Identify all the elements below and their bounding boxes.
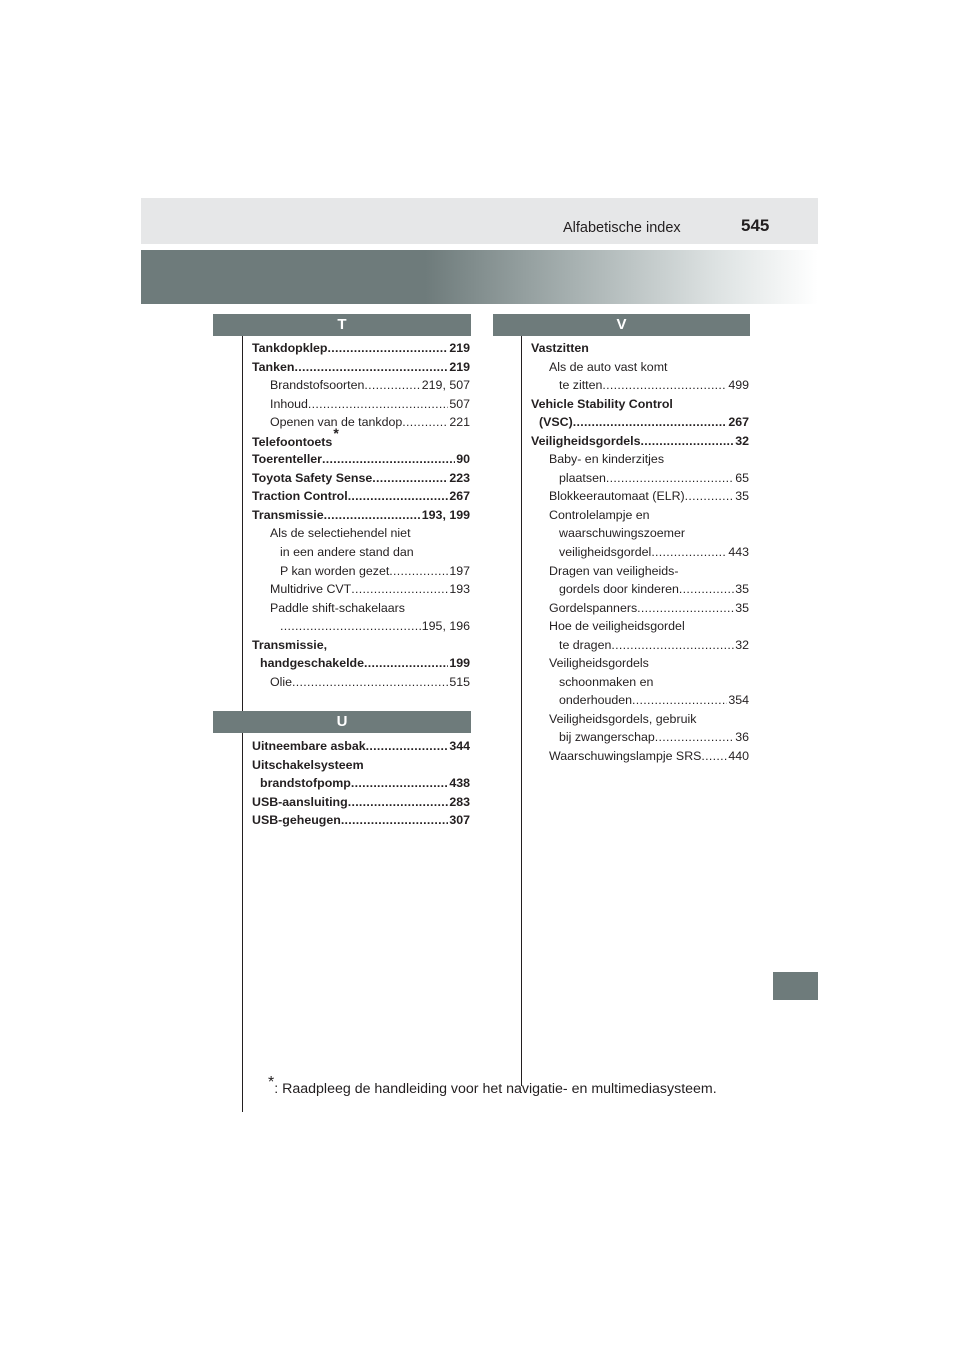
- index-subentry: Gordelspanners ..... 35: [531, 599, 749, 618]
- index-entry: Toerenteller ..... 90: [252, 450, 470, 469]
- footnote-marker: *: [333, 424, 339, 441]
- index-entry: Tanken ..... 219: [252, 358, 470, 377]
- index-subentry-continued: veiligheidsgordel ..... 443: [531, 543, 749, 562]
- index-subentry-continued: gordels door kinderen ..... 35: [531, 580, 749, 599]
- index-entry-continued: handgeschakelde ..... 199: [252, 654, 470, 673]
- index-subentry-continued: in een andere stand dan: [280, 545, 414, 560]
- index-subentry: Als de selectiehendel niet: [270, 526, 411, 541]
- index-subentry-continued: schoonmaken en: [559, 674, 654, 689]
- index-entry-continued: brandstofpomp ..... 438: [252, 774, 470, 793]
- footnote-text: : Raadpleeg de handleiding voor het navigatie- en multimediasysteem.: [274, 1081, 717, 1097]
- index-subentry: Waarschuwingslampje SRS ..... 440: [531, 747, 749, 766]
- index-list-u: [252, 737, 470, 830]
- index-subentry-continued: onderhouden ..... 354: [531, 691, 749, 710]
- index-subentry-continued: ..... 195, 196: [252, 617, 470, 636]
- index-entry: Veiligheidsgordels ..... 32: [531, 432, 749, 451]
- header-bar: [141, 198, 818, 244]
- index-subentry: Hoe de veiligheidsgordel: [549, 619, 685, 634]
- index-subentry: Blokkeerautomaat (ELR) ..... 35: [531, 487, 749, 506]
- index-entry-continued: (VSC) ..... 267: [531, 413, 749, 432]
- index-subentry: Brandstofsoorten ..... 219, 507: [252, 376, 470, 395]
- index-subentry: Multidrive CVT ..... 193: [252, 580, 470, 599]
- index-subentry: Paddle shift-schakelaars: [270, 600, 405, 615]
- index-subentry: Olie ..... 515: [252, 673, 470, 692]
- header-gradient-band: [141, 250, 818, 304]
- index-entry: Uitneembare asbak ..... 344: [252, 737, 470, 756]
- footnote: [268, 1074, 717, 1098]
- index-entry: USB-geheugen ..... 307: [252, 811, 470, 830]
- index-subentry-continued: te dragen ..... 32: [531, 636, 749, 655]
- index-subentry: Baby- en kinderzitjes: [549, 452, 665, 467]
- page-number: 545: [741, 216, 770, 235]
- index-entry: Tankdopklep ..... 219: [252, 339, 470, 358]
- index-subentry: Openen van de tankdop ..... 221: [252, 413, 470, 432]
- index-subentry-continued: P kan worden gezet ..... 197: [252, 562, 470, 581]
- index-entry: Uitschakelsysteem: [252, 757, 364, 772]
- index-subentry-continued: bij zwangerschap ..... 36: [531, 728, 749, 747]
- index-entry: Transmissie,: [252, 637, 328, 652]
- index-subentry: Als de auto vast komt: [549, 359, 668, 374]
- index-entry: Vehicle Stability Control: [531, 396, 673, 411]
- index-list-v: [531, 339, 749, 766]
- index-subentry-continued: waarschuwingszoemer: [559, 526, 686, 541]
- index-subentry-continued: plaatsen ..... 65: [531, 469, 749, 488]
- index-subentry: Controlelampje en: [549, 507, 650, 522]
- chapter-tab: [773, 972, 818, 1000]
- index-entry: Traction Control ..... 267: [252, 487, 470, 506]
- section-header-t: T: [213, 314, 471, 336]
- index-entry: Transmissie ..... 193, 199: [252, 506, 470, 525]
- index-list-t: [252, 339, 470, 691]
- index-entry: Toyota Safety Sense ..... 223: [252, 469, 470, 488]
- index-subentry: Veiligheidsgordels, gebruik: [549, 711, 697, 726]
- index-subentry: Veiligheidsgordels: [549, 656, 649, 671]
- section-title: Alfabetische index: [563, 220, 681, 236]
- section-header-u: U: [213, 711, 471, 733]
- section-header-v: V: [493, 314, 750, 336]
- column-divider: [521, 336, 522, 1086]
- footnote-marker: *: [268, 1074, 275, 1091]
- index-entry: USB-aansluiting ..... 283: [252, 793, 470, 812]
- index-subentry: Dragen van veiligheids-: [549, 563, 679, 578]
- index-entry: Vastzitten: [531, 341, 589, 355]
- index-entry: Telefoontoets*: [252, 424, 339, 449]
- index-subentry-continued: te zitten ..... 499: [531, 376, 749, 395]
- index-subentry: Inhoud ..... 507: [252, 395, 470, 414]
